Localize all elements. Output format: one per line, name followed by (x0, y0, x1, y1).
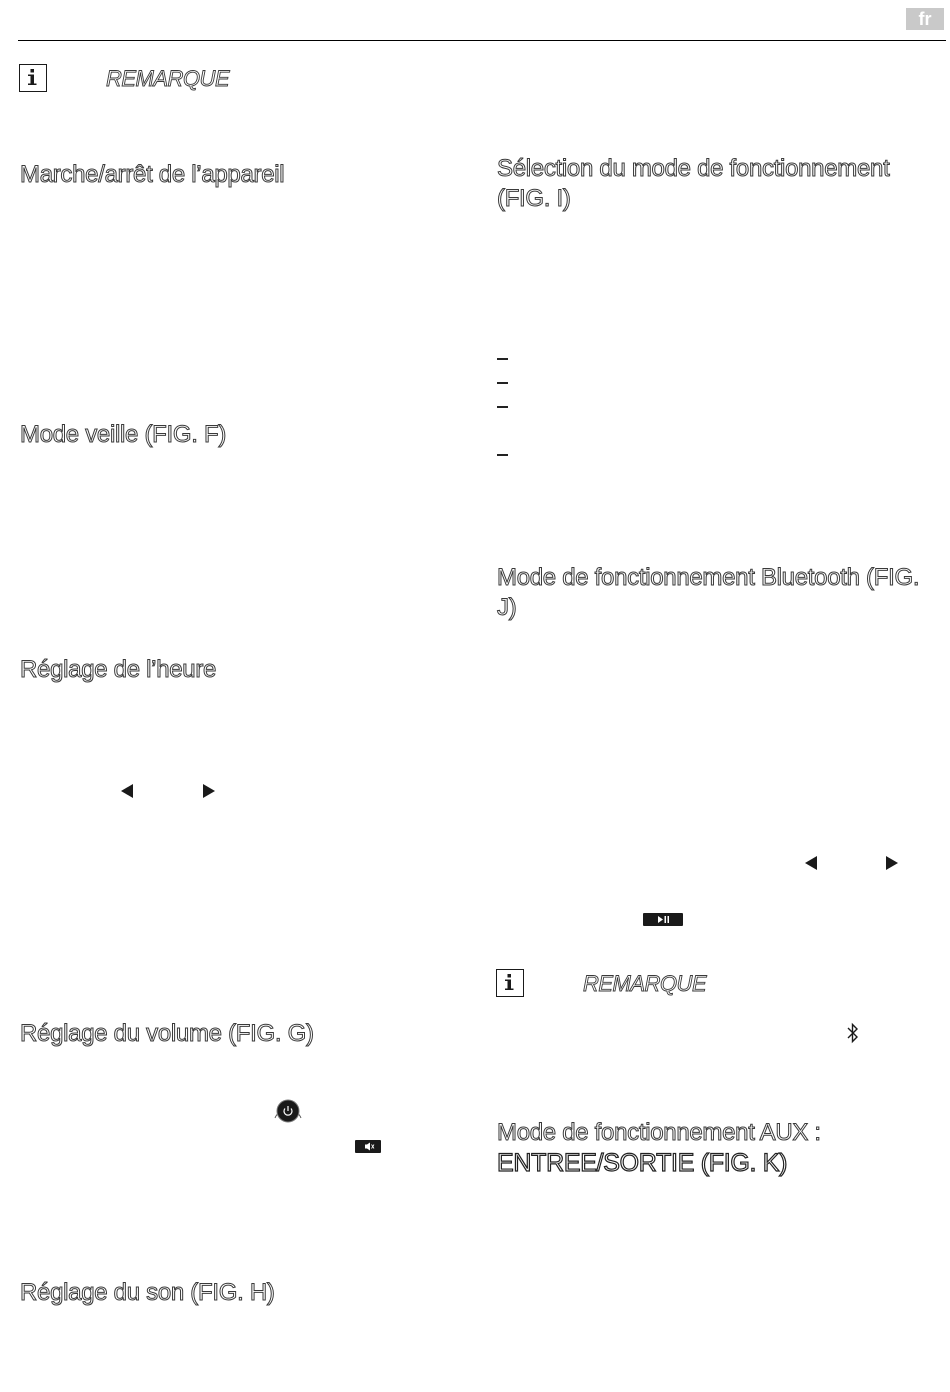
info-icon (496, 969, 524, 997)
list-dash (497, 382, 508, 384)
triangle-left-icon (805, 856, 817, 870)
heading-bluetooth: Mode de fonctionnement Bluetooth (FIG. J) (497, 564, 920, 621)
header-rule (18, 40, 946, 41)
triangle-right-icon (886, 856, 898, 870)
triangle-right-icon (203, 784, 215, 798)
list-dash (497, 454, 508, 456)
heading-aux: Mode de fonctionnement AUX : (497, 1119, 821, 1146)
language-tab: fr (906, 8, 944, 30)
note-label: REMARQUE (583, 971, 707, 996)
list-dash (497, 358, 508, 360)
triangle-left-icon (121, 784, 133, 798)
info-icon (19, 64, 47, 92)
bluetooth-icon (846, 1022, 860, 1044)
heading-reglage-volume: Réglage du volume (FIG. G) (20, 1020, 314, 1047)
heading-selection-mode: Sélection du mode de fonctionnement (FIG. I) (497, 155, 890, 212)
list-dash (497, 406, 508, 408)
heading-marche-arret: Marche/arrêt de l’appareil (20, 161, 285, 188)
power-knob-icon (270, 1096, 306, 1126)
mute-key-icon (355, 1140, 381, 1153)
note-label: REMARQUE (106, 66, 230, 91)
play-pause-key-icon (643, 913, 683, 926)
heading-aux-entree-sortie: ENTREE/SORTIE (FIG. K) (497, 1149, 788, 1177)
heading-mode-veille: Mode veille (FIG. F) (20, 421, 227, 448)
heading-reglage-son: Réglage du son (FIG. H) (20, 1279, 275, 1306)
heading-reglage-heure: Réglage de l’heure (20, 656, 217, 683)
